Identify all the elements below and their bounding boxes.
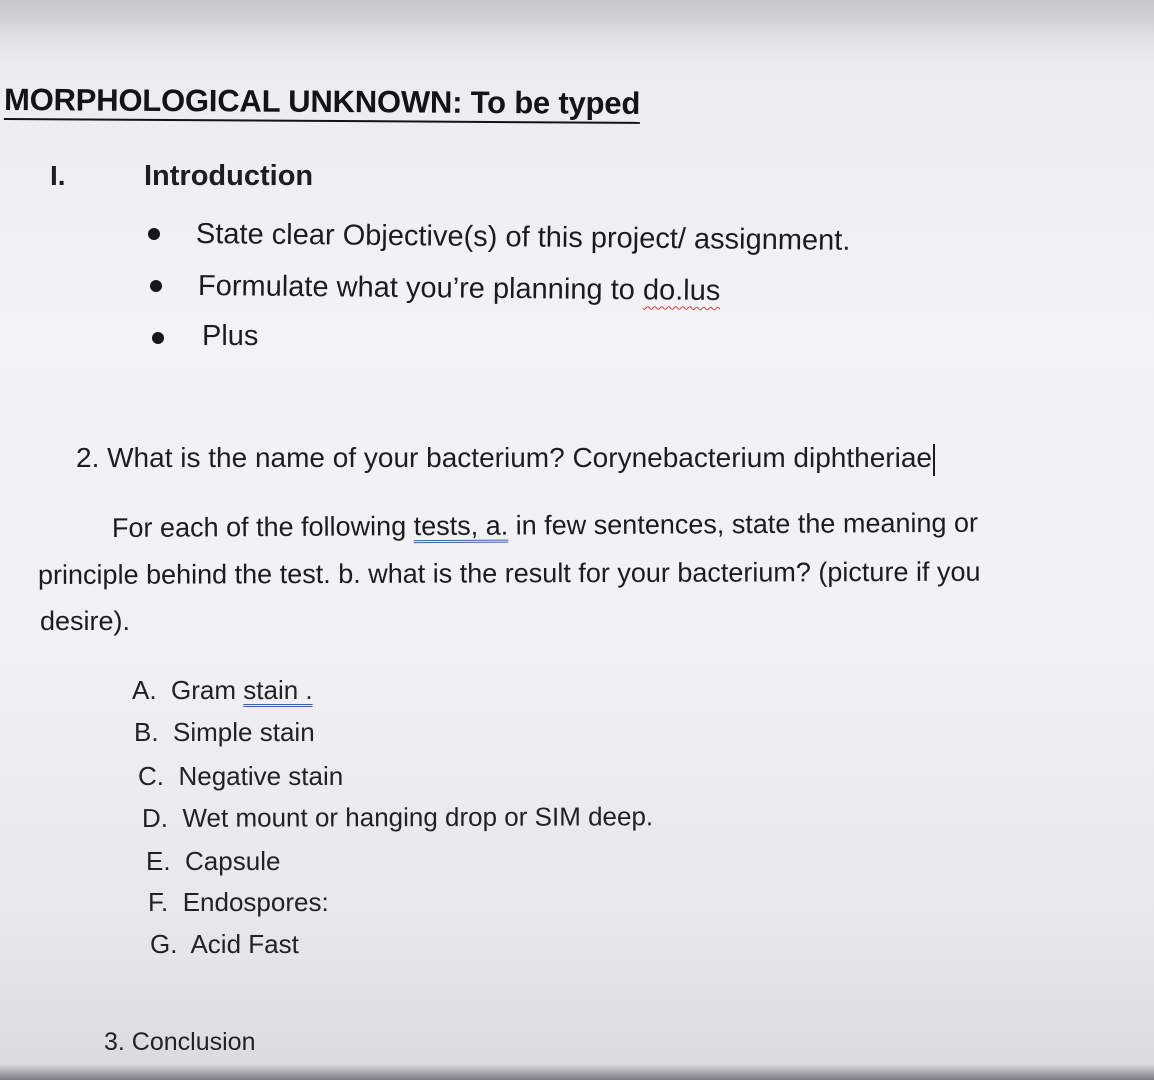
test-item-endospores — [148, 887, 329, 918]
test-item-gram-stain — [132, 675, 313, 706]
document-heading: MORPHOLOGICAL UNKNOWN: To be typed — [4, 82, 640, 124]
test-label-underlined: stain . — [243, 675, 313, 705]
instructions-line-1 — [112, 508, 978, 544]
section-title-conclusion: 3. Conclusion — [104, 1028, 256, 1056]
instructions-line-1-start: For each of the following — [111, 511, 414, 543]
test-label: Wet mount or hanging drop or SIM deep. — [182, 801, 654, 833]
instructions-line-3: desire). — [40, 606, 131, 636]
bullet-text-objectives: State clear Objective(s) of this project/ assignment. — [195, 218, 851, 257]
test-letter: D. — [141, 802, 169, 833]
test-item-capsule — [146, 846, 280, 877]
bullet-dot-2 — [150, 280, 162, 292]
question-text: 2. What is the name of your bacterium? — [76, 442, 573, 473]
test-label: Endospores: — [182, 887, 329, 917]
bullet-dot-3 — [152, 332, 164, 344]
test-letter: G. — [150, 929, 178, 959]
underlined-tests: tests, a. — [413, 510, 509, 542]
instructions-line-1-end: in few sentences, state the meaning or — [508, 507, 979, 541]
section-title-introduction: Introduction — [144, 160, 314, 192]
test-label: Simple stain — [173, 717, 315, 747]
test-item-wet-mount — [142, 801, 653, 834]
test-letter: E. — [146, 846, 171, 876]
test-letter: A. — [132, 675, 157, 705]
test-letter: B. — [134, 717, 159, 747]
test-label: Capsule — [185, 846, 281, 876]
test-letter: C. — [138, 761, 164, 791]
test-letter: F. — [148, 887, 169, 917]
test-item-negative-stain — [138, 761, 343, 792]
instructions-line-2: principle behind the test. b. what is the result for your bacterium? (picture if you — [37, 556, 981, 590]
test-item-simple-stain — [134, 717, 315, 748]
test-label: Acid Fast — [190, 929, 299, 959]
bacterium-answer[interactable]: Corynebacterium diphtheriae — [572, 442, 932, 473]
bullet-text-plus: Plus — [202, 320, 259, 352]
section-number-1: I. — [50, 160, 66, 191]
bullet-text-formulate — [198, 270, 721, 308]
bullet-text-formulate-main: Formulate what you’re planning to — [197, 270, 644, 307]
bullet-dot-1 — [148, 228, 160, 240]
test-label: Negative stain — [178, 761, 344, 791]
misspelled-word[interactable]: do.lus — [642, 274, 721, 308]
screen-bezel-bottom — [0, 1064, 1154, 1080]
test-label: Gram — [171, 675, 244, 705]
test-item-acid-fast — [150, 929, 299, 960]
text-cursor — [933, 444, 935, 476]
question-bacterium-name — [76, 442, 935, 476]
